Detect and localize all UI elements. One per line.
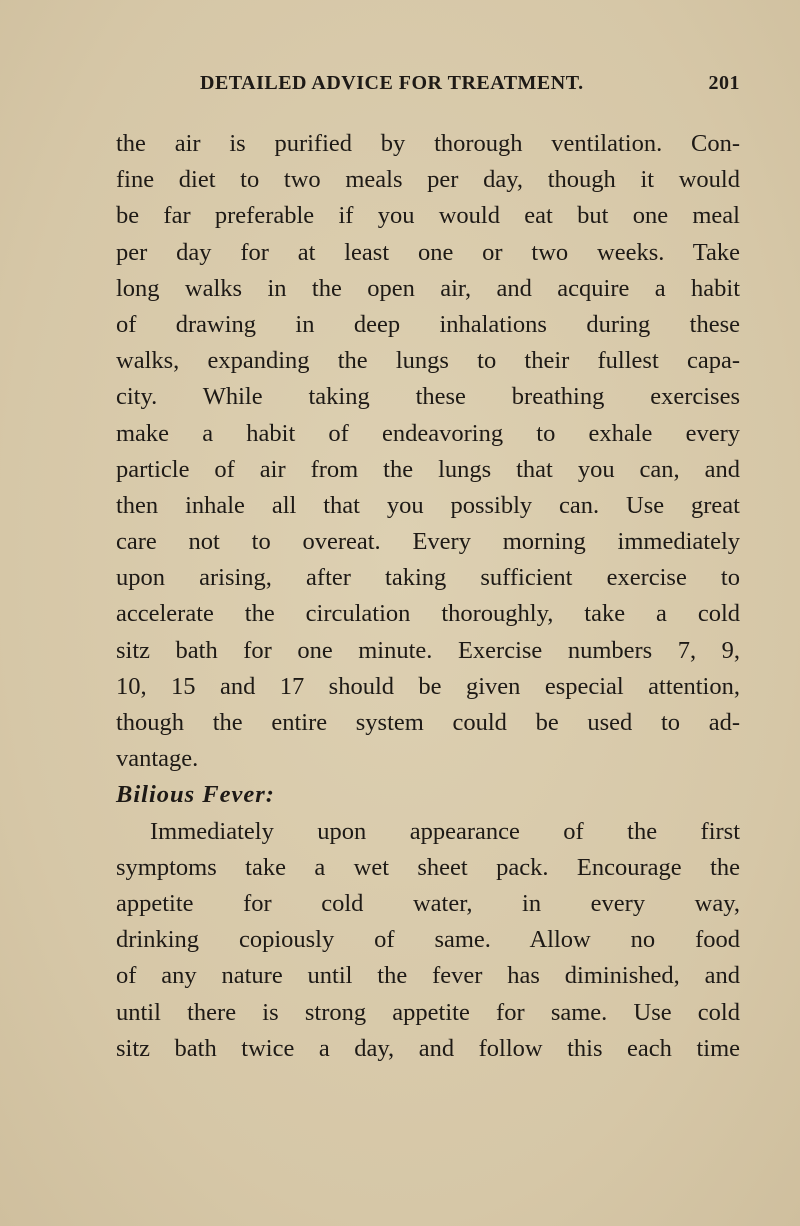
- text-line: be far preferable if you would eat but one meal: [116, 202, 740, 230]
- text-line: upon arising, after taking sufficient exercise to: [116, 564, 740, 592]
- text-line: particle of air from the lungs that you can, and: [116, 455, 740, 483]
- text-line: until there is strong appetite for same. Use cold: [116, 998, 740, 1026]
- text-line: per day for at least one or two weeks. Take: [116, 238, 740, 266]
- text-line: sitz bath for one minute. Exercise numbers 7, 9,: [116, 636, 740, 664]
- text-line: accelerate the circulation thoroughly, take a cold: [116, 600, 740, 628]
- text-line: walks, expanding the lungs to their fullest capa-: [116, 347, 740, 375]
- text-line: of any nature until the fever has diminished, and: [116, 962, 740, 990]
- text-line: long walks in the open air, and acquire a habit: [116, 274, 740, 302]
- text-line: then inhale all that you possibly can. Use great: [116, 491, 740, 519]
- text-line: of drawing in deep inhalations during these: [116, 310, 740, 338]
- body-text: [116, 126, 740, 1067]
- text-line: Immediately upon appearance of the first: [150, 817, 740, 845]
- page-number: 201: [708, 72, 740, 94]
- text-line: make a habit of endeavoring to exhale every: [116, 419, 740, 447]
- text-line: the air is purified by thorough ventilation. Con-: [116, 130, 740, 157]
- text-line: care not to overeat. Every morning immediately: [116, 528, 740, 556]
- section-heading: Bilious Fever:: [116, 781, 275, 809]
- text-line: vantage.: [116, 745, 199, 773]
- text-line: sitz bath twice a day, and follow this each time: [116, 1034, 740, 1062]
- text-line: drinking copiously of same. Allow no food: [116, 926, 740, 954]
- text-line: 10, 15 and 17 should be given especial attention,: [116, 672, 740, 700]
- text-line: symptoms take a wet sheet pack. Encourage the: [116, 853, 740, 881]
- text-line: appetite for cold water, in every way,: [116, 889, 740, 917]
- text-line: fine diet to two meals per day, though it would: [116, 166, 740, 194]
- text-line: though the entire system could be used to ad-: [116, 709, 740, 736]
- running-head-title: DETAILED ADVICE FOR TREATMENT.: [200, 72, 584, 94]
- text-line: city. While taking these breathing exercises: [116, 383, 740, 411]
- running-head: [200, 72, 740, 102]
